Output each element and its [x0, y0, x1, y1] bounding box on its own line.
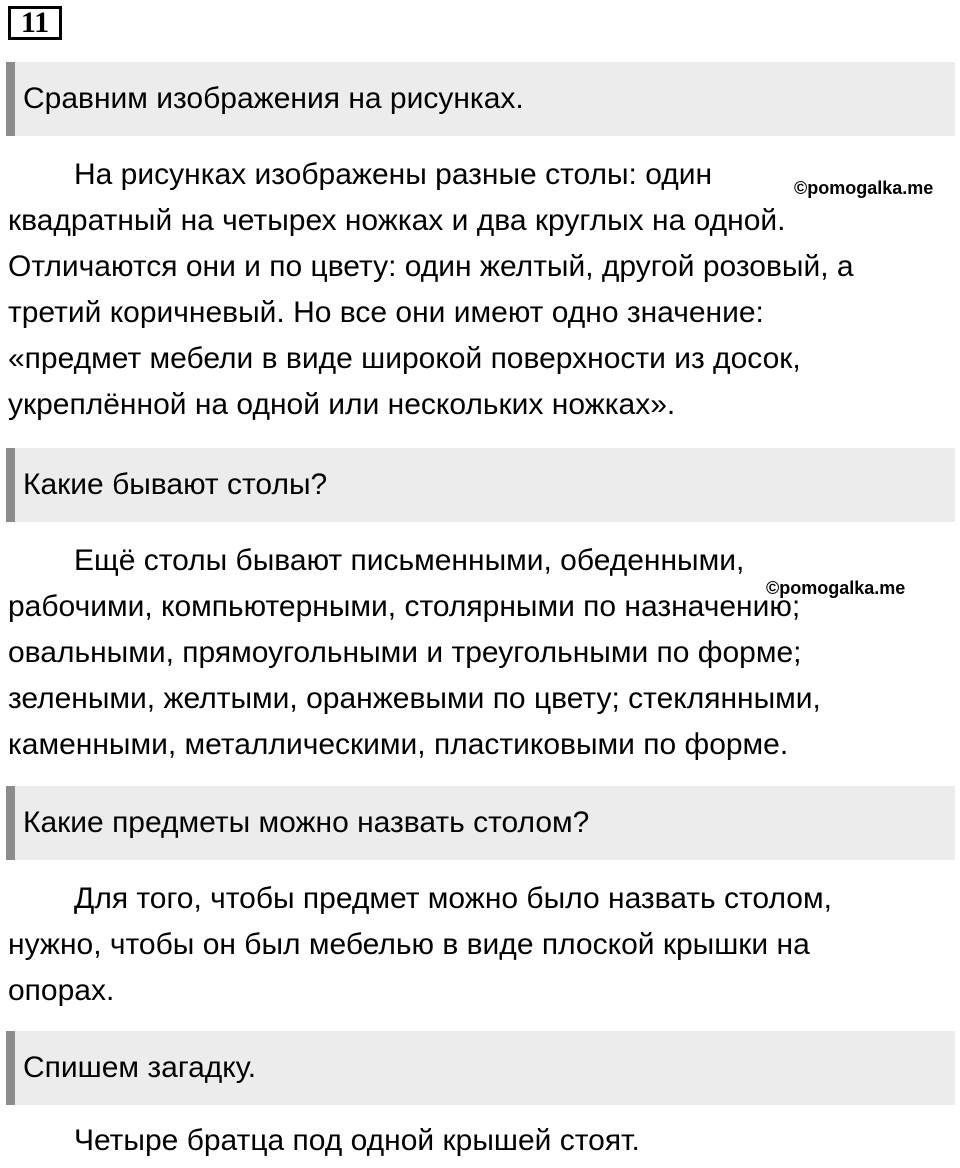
paragraph-line: рабочими, компьютерными, столярными по назначению; — [8, 590, 801, 623]
paragraph-line: Четыре братца под одной крышей стоят. — [74, 1124, 640, 1157]
paragraph-line: третий коричневый. Но все они имеют одно значение: — [8, 296, 764, 329]
section-header-riddle — [6, 1031, 955, 1105]
section-header-table-types — [6, 448, 955, 522]
paragraph-line: укреплённой на одной или нескольких ножках». — [8, 388, 676, 421]
paragraph-line: опорах. — [8, 974, 115, 1007]
paragraph-line: Ещё столы бывают письменными, обеденными, — [74, 544, 745, 577]
task-number: 11 — [8, 6, 62, 40]
section-header-text: Сравним изображения на рисунках. — [23, 82, 524, 115]
paragraph-line: зелеными, желтыми, оранжевыми по цвету; стеклянными, — [8, 682, 821, 715]
paragraph-line: квадратный на четырех ножках и два круглых на одной. — [8, 204, 786, 237]
section-header-text: Спишем загадку. — [23, 1051, 257, 1084]
paragraph-table-types — [8, 538, 953, 768]
section-header-compare — [6, 62, 955, 136]
paragraph-riddle — [8, 1118, 953, 1164]
paragraph-line: нужно, чтобы он был мебелью в виде плоской крышки на — [8, 928, 810, 961]
paragraph-line: Для того, чтобы предмет можно было назвать столом, — [74, 882, 832, 915]
section-header-table-objects — [6, 786, 955, 860]
paragraph-table-definition — [8, 876, 953, 1014]
paragraph-line: «предмет мебели в виде широкой поверхности из досок, — [8, 342, 801, 375]
paragraph-line: овальными, прямоугольными и треугольными по форме; — [8, 636, 802, 669]
paragraph-line: Отличаются они и по цвету: один желтый, другой розовый, а — [8, 250, 854, 283]
section-header-text: Какие бывают столы? — [23, 468, 328, 501]
paragraph-line: На рисунках изображены разные столы: один — [74, 158, 713, 191]
section-header-text: Какие предметы можно назвать столом? — [23, 806, 590, 839]
watermark: ©pomogalka.me — [794, 178, 934, 198]
watermark: ©pomogalka.me — [766, 578, 906, 598]
paragraph-line: каменными, металлическими, пластиковыми по форме. — [8, 728, 789, 761]
